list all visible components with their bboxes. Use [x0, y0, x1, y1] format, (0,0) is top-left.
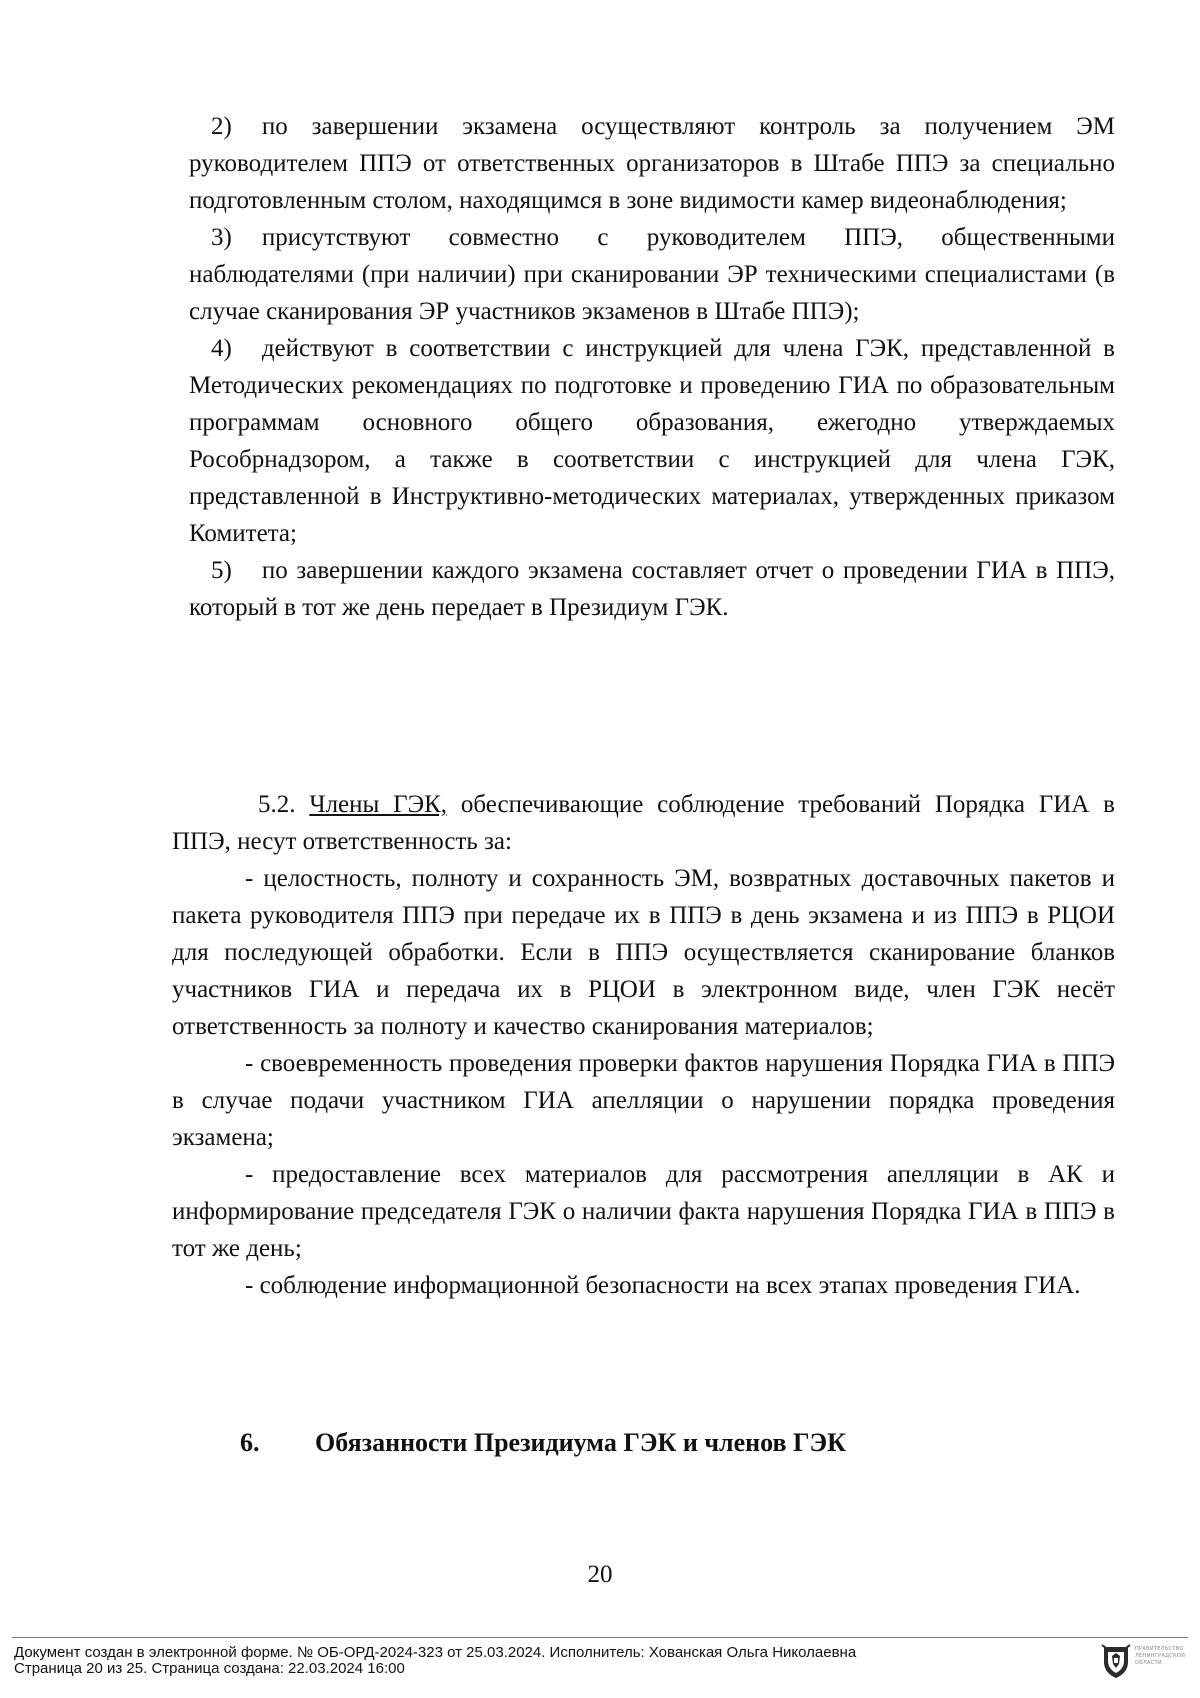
list-item: [189, 219, 1115, 330]
item-number: 3): [211, 224, 232, 251]
section-intro-text: обеспечивающие соблюдение требований Порядка ГИА в ППЭ, несут ответственность за:: [172, 791, 1115, 855]
underlined-term: Члены ГЭК,: [309, 791, 448, 818]
dash-marker: -: [245, 1272, 254, 1299]
dash-marker: -: [245, 865, 254, 892]
section-5-2: [172, 786, 1115, 1304]
emblem-caption: ПРАВИТЕЛЬСТВО ЛЕНИНГРАДСКОЙ ОБЛАСТИ: [1135, 1646, 1186, 1666]
list-item: [189, 108, 1115, 219]
dash-item: [172, 1156, 1115, 1267]
item-number: 2): [211, 113, 232, 140]
heading-number: 6.: [240, 1428, 260, 1457]
list-item: [189, 330, 1115, 552]
footer-line-1: Документ создан в электронной форме. № ОБ-ОРД-2024-323 от 25.03.2024. Исполнитель: Хованская Ольга Николаевна: [14, 1644, 857, 1661]
item-text: действуют в соответствии с инструкцией для члена ГЭК, представленной в Методических рекомендациях по подготовке и проведению ГИА по образовательным программам основного общего образования, ежегодно утверждаемых Рособрнадзором, а также в соответствии с инструкцией для члена ГЭК, представленной в Инструктивно-методических материалах, утвержденных приказом Комитета;: [189, 335, 1115, 547]
item-text: по завершении каждого экзамена составляет отчет о проведении ГИА в ППЭ, который в тот же день передает в Президиум ГЭК.: [189, 557, 1115, 621]
section-intro: [172, 786, 1115, 860]
heading-title: Обязанности Президиума ГЭК и членов ГЭК: [315, 1428, 847, 1457]
section-number: 5.2.: [258, 791, 296, 818]
footer-divider: [12, 1637, 1188, 1638]
dash-marker: -: [245, 1161, 254, 1188]
document-footer: [14, 1645, 1074, 1677]
dash-marker: -: [245, 1050, 254, 1077]
item-number: 4): [211, 335, 232, 362]
footer-line-2: Страница 20 из 25. Страница создана: 22.03.2024 16:00: [14, 1660, 405, 1677]
item-text: по завершении экзамена осуществляют контроль за получением ЭМ руководителем ППЭ от ответственных организаторов в Штабе ППЭ за специально подготовленным столом, находящимся в зоне видимости камер видеонаблюдения;: [189, 113, 1115, 214]
numbered-list: [189, 108, 1115, 626]
item-text: присутствуют совместно с руководителем ППЭ, общественными наблюдателями (при наличии) при сканировании ЭР техническими специалистами (в случае сканирования ЭР участников экзаменов в Штабе ППЭ);: [189, 224, 1115, 325]
dash-item: [172, 1267, 1115, 1304]
coat-of-arms-icon: [1100, 1644, 1132, 1680]
section-heading: [240, 1424, 846, 1461]
dash-item-text: целостность, полноту и сохранность ЭМ, возвратных доставочных пакетов и пакета руководителя ППЭ при передаче их в ППЭ в день экзамена и из ППЭ в РЦОИ для последующей обработки. Если в ППЭ осуществляется сканирование бланков участников ГИА и передача их в РЦОИ в электронном виде, член ГЭК несёт ответственность за полноту и качество сканирования материалов;: [172, 865, 1115, 1040]
dash-item-text: соблюдение информационной безопасности на всех этапах проведения ГИА.: [259, 1272, 1081, 1299]
page-number: 20: [587, 1561, 613, 1588]
dash-item: [172, 860, 1115, 1045]
dash-item-text: своевременность проведения проверки фактов нарушения Порядка ГИА в ППЭ в случае подачи участником ГИА апелляции о нарушении порядка проведения экзамена;: [172, 1050, 1115, 1151]
dash-item-text: предоставление всех материалов для рассмотрения апелляции в АК и информирование председателя ГЭК о наличии факта нарушения Порядка ГИА в ППЭ в тот же день;: [172, 1161, 1116, 1262]
item-number: 5): [211, 557, 232, 584]
dash-item: [172, 1045, 1115, 1156]
list-item: [189, 552, 1115, 626]
